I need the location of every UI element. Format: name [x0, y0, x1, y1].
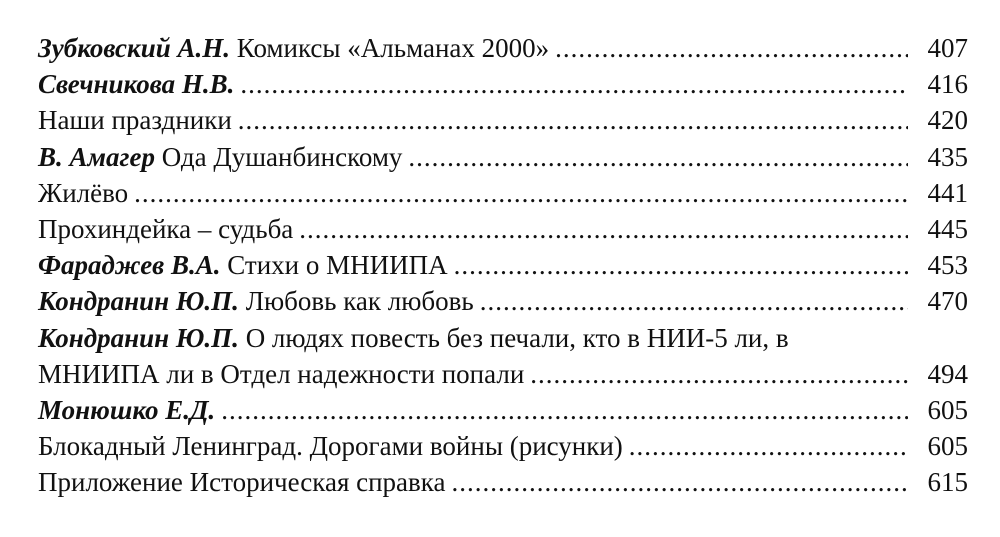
- toc-author: Кондранин Ю.П.: [38, 286, 239, 317]
- dot-leader: [555, 30, 908, 66]
- toc-author: Зубковский А.Н.: [38, 33, 231, 63]
- dot-leader: [299, 211, 908, 247]
- dot-leader: [238, 102, 908, 138]
- toc-entry: [38, 392, 968, 428]
- toc-page-number: 416: [927, 69, 968, 100]
- dot-leader: [240, 66, 908, 102]
- toc-title: Наши праздники: [38, 105, 232, 136]
- toc-page-number: 605: [927, 394, 968, 425]
- toc-title: Стихи о МНИИПА: [220, 250, 448, 281]
- toc-author: Монюшко Е.Д.: [38, 394, 216, 425]
- toc-entry: [38, 139, 968, 175]
- toc-entry: [38, 428, 968, 464]
- table-of-contents: [38, 30, 968, 500]
- toc-entry: [38, 283, 968, 319]
- toc-entry: [38, 66, 968, 102]
- dot-leader: [480, 283, 908, 319]
- toc-entry-continued: [38, 356, 968, 392]
- toc-page-number: 407: [927, 33, 968, 63]
- toc-author: Свечникова Н.В.: [38, 69, 235, 100]
- dot-leader: [451, 464, 908, 500]
- toc-title: Блокадный Ленинград. Дорогами войны (рисунки): [38, 431, 623, 462]
- toc-entry: [38, 211, 968, 247]
- toc-title: МНИИПА ли в Отдел надежности попали: [38, 358, 525, 389]
- toc-page-number: 435: [927, 141, 968, 172]
- toc-entry: [38, 464, 968, 500]
- toc-title: Комиксы «Альманах 2000»: [230, 33, 550, 63]
- toc-author: В. Амагер: [38, 141, 155, 172]
- toc-entry: [38, 102, 968, 138]
- toc-entry: [38, 175, 968, 211]
- toc-title: Любовь как любовь: [238, 286, 474, 317]
- toc-entry: [38, 247, 968, 283]
- toc-title: Приложение Историческая справка: [38, 467, 446, 498]
- toc-title: Жилёво: [38, 177, 129, 208]
- toc-entry: [38, 30, 968, 66]
- dot-leader: [454, 247, 908, 283]
- toc-page-number: 420: [927, 105, 968, 136]
- toc-page-number: 445: [927, 213, 968, 244]
- toc-page-number: 615: [927, 467, 968, 498]
- toc-author: Фараджев В.А.: [38, 250, 221, 281]
- dot-leader: [408, 139, 908, 175]
- dot-leader: [629, 428, 908, 464]
- toc-entry: [38, 320, 968, 356]
- toc-page-number: 470: [927, 286, 968, 317]
- dot-leader: [134, 175, 908, 211]
- toc-title: Прохиндейка – судьба: [38, 213, 294, 244]
- toc-page-number: 494: [927, 358, 968, 389]
- toc-title: Ода Душанбинскому: [154, 141, 403, 172]
- toc-page-number: 605: [927, 431, 968, 462]
- dot-leader: [530, 356, 908, 392]
- toc-page-number: 453: [927, 250, 968, 281]
- toc-title: О людях повесть без печали, кто в НИИ-5 ли, в: [238, 322, 789, 353]
- toc-author: Кондранин Ю.П.: [38, 322, 239, 353]
- dot-leader: [221, 392, 908, 428]
- toc-page-number: 441: [927, 177, 968, 208]
